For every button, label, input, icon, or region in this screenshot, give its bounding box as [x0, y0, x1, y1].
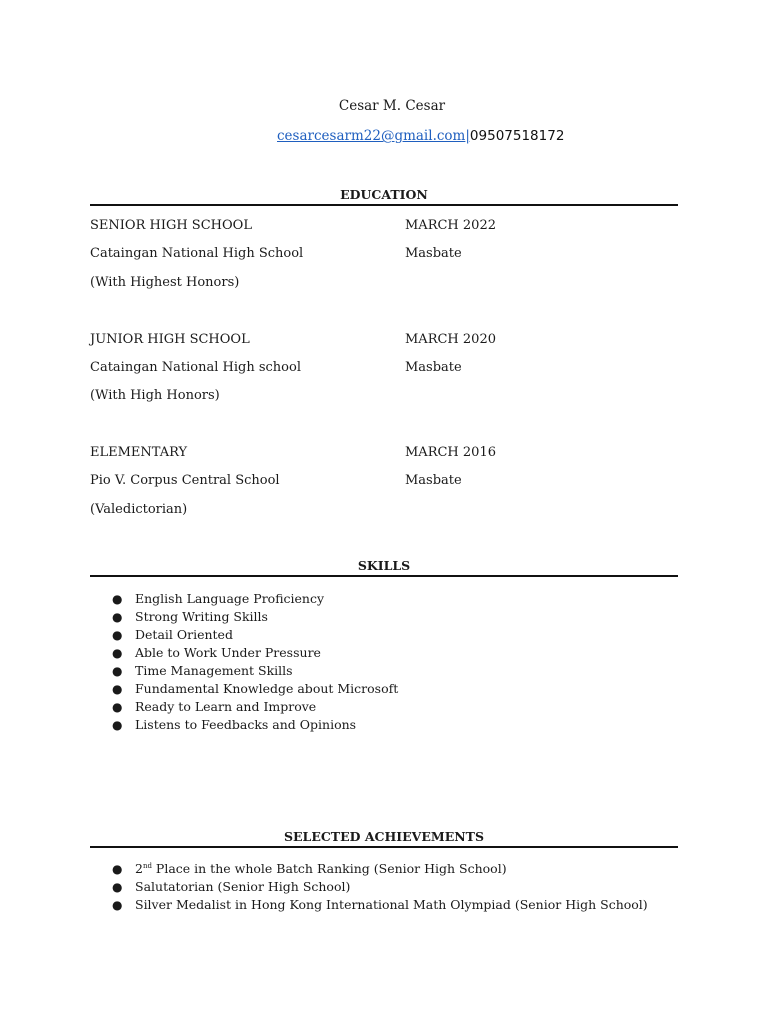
list-item — [112, 608, 398, 626]
education-heading: EDUCATION — [90, 187, 678, 206]
skill-text: Time Management Skills — [135, 663, 293, 678]
education-school: Cataingan National High School — [90, 246, 304, 261]
achievements-heading: SELECTED ACHIEVEMENTS — [90, 829, 678, 848]
list-item — [112, 644, 398, 662]
achievement-text: Silver Medalist in Hong Kong International Math Olympiad (Senior High School) — [135, 897, 648, 912]
education-location: Masbate — [405, 360, 462, 375]
list-item — [112, 590, 398, 608]
education-school: Cataingan National High school — [90, 360, 301, 375]
bullet-icon: ● — [112, 682, 123, 696]
list-item — [112, 698, 398, 716]
bullet-icon: ● — [112, 718, 123, 732]
skill-text: Detail Oriented — [135, 627, 233, 642]
achievement-text: Salutatorian (Senior High School) — [135, 879, 351, 894]
education-level: JUNIOR HIGH SCHOOL — [90, 332, 250, 347]
contact-separator: | — [465, 128, 470, 144]
education-location: Masbate — [405, 473, 462, 488]
bullet-icon: ● — [112, 664, 123, 678]
email-link[interactable]: cesarcesarm22@gmail.com — [277, 128, 466, 144]
education-date: MARCH 2022 — [405, 218, 496, 233]
skills-list — [112, 590, 398, 734]
bullet-icon: ● — [112, 880, 123, 894]
bullet-icon: ● — [112, 898, 123, 912]
achievement-text: Place in the whole Batch Ranking (Senior High School) — [151, 861, 507, 876]
list-item — [112, 680, 398, 698]
list-item — [112, 626, 398, 644]
achievement-rank-suffix: nd — [142, 861, 152, 870]
phone-number: 09507518172 — [469, 128, 565, 144]
applicant-name: Cesar M. Cesar — [338, 98, 446, 114]
bullet-icon: ● — [112, 592, 123, 606]
education-level: SENIOR HIGH SCHOOL — [90, 218, 252, 233]
achievements-list — [112, 860, 648, 914]
skill-text: English Language Proficiency — [135, 591, 325, 606]
contact-line — [277, 128, 564, 144]
achievement-rank-number: 2 — [135, 861, 143, 876]
skill-text: Able to Work Under Pressure — [135, 645, 321, 660]
bullet-icon: ● — [112, 862, 123, 876]
bullet-icon: ● — [112, 646, 123, 660]
education-date: MARCH 2020 — [405, 332, 496, 347]
education-date: MARCH 2016 — [405, 445, 496, 460]
list-item — [112, 662, 398, 680]
skill-text: Strong Writing Skills — [135, 609, 268, 624]
skills-heading: SKILLS — [90, 558, 678, 577]
education-honor: (With High Honors) — [90, 388, 220, 403]
skill-text: Listens to Feedbacks and Opinions — [135, 717, 357, 732]
skill-text: Ready to Learn and Improve — [135, 699, 317, 714]
list-item — [112, 878, 648, 896]
education-honor: (Valedictorian) — [90, 502, 188, 517]
list-item — [112, 860, 648, 878]
list-item — [112, 896, 648, 914]
education-school: Pio V. Corpus Central School — [90, 473, 280, 488]
skill-text: Fundamental Knowledge about Microsoft — [135, 681, 399, 696]
bullet-icon: ● — [112, 610, 123, 624]
bullet-icon: ● — [112, 628, 123, 642]
education-location: Masbate — [405, 246, 462, 261]
list-item — [112, 716, 398, 734]
education-level: ELEMENTARY — [90, 445, 188, 460]
education-honor: (With Highest Honors) — [90, 275, 240, 290]
bullet-icon: ● — [112, 700, 123, 714]
